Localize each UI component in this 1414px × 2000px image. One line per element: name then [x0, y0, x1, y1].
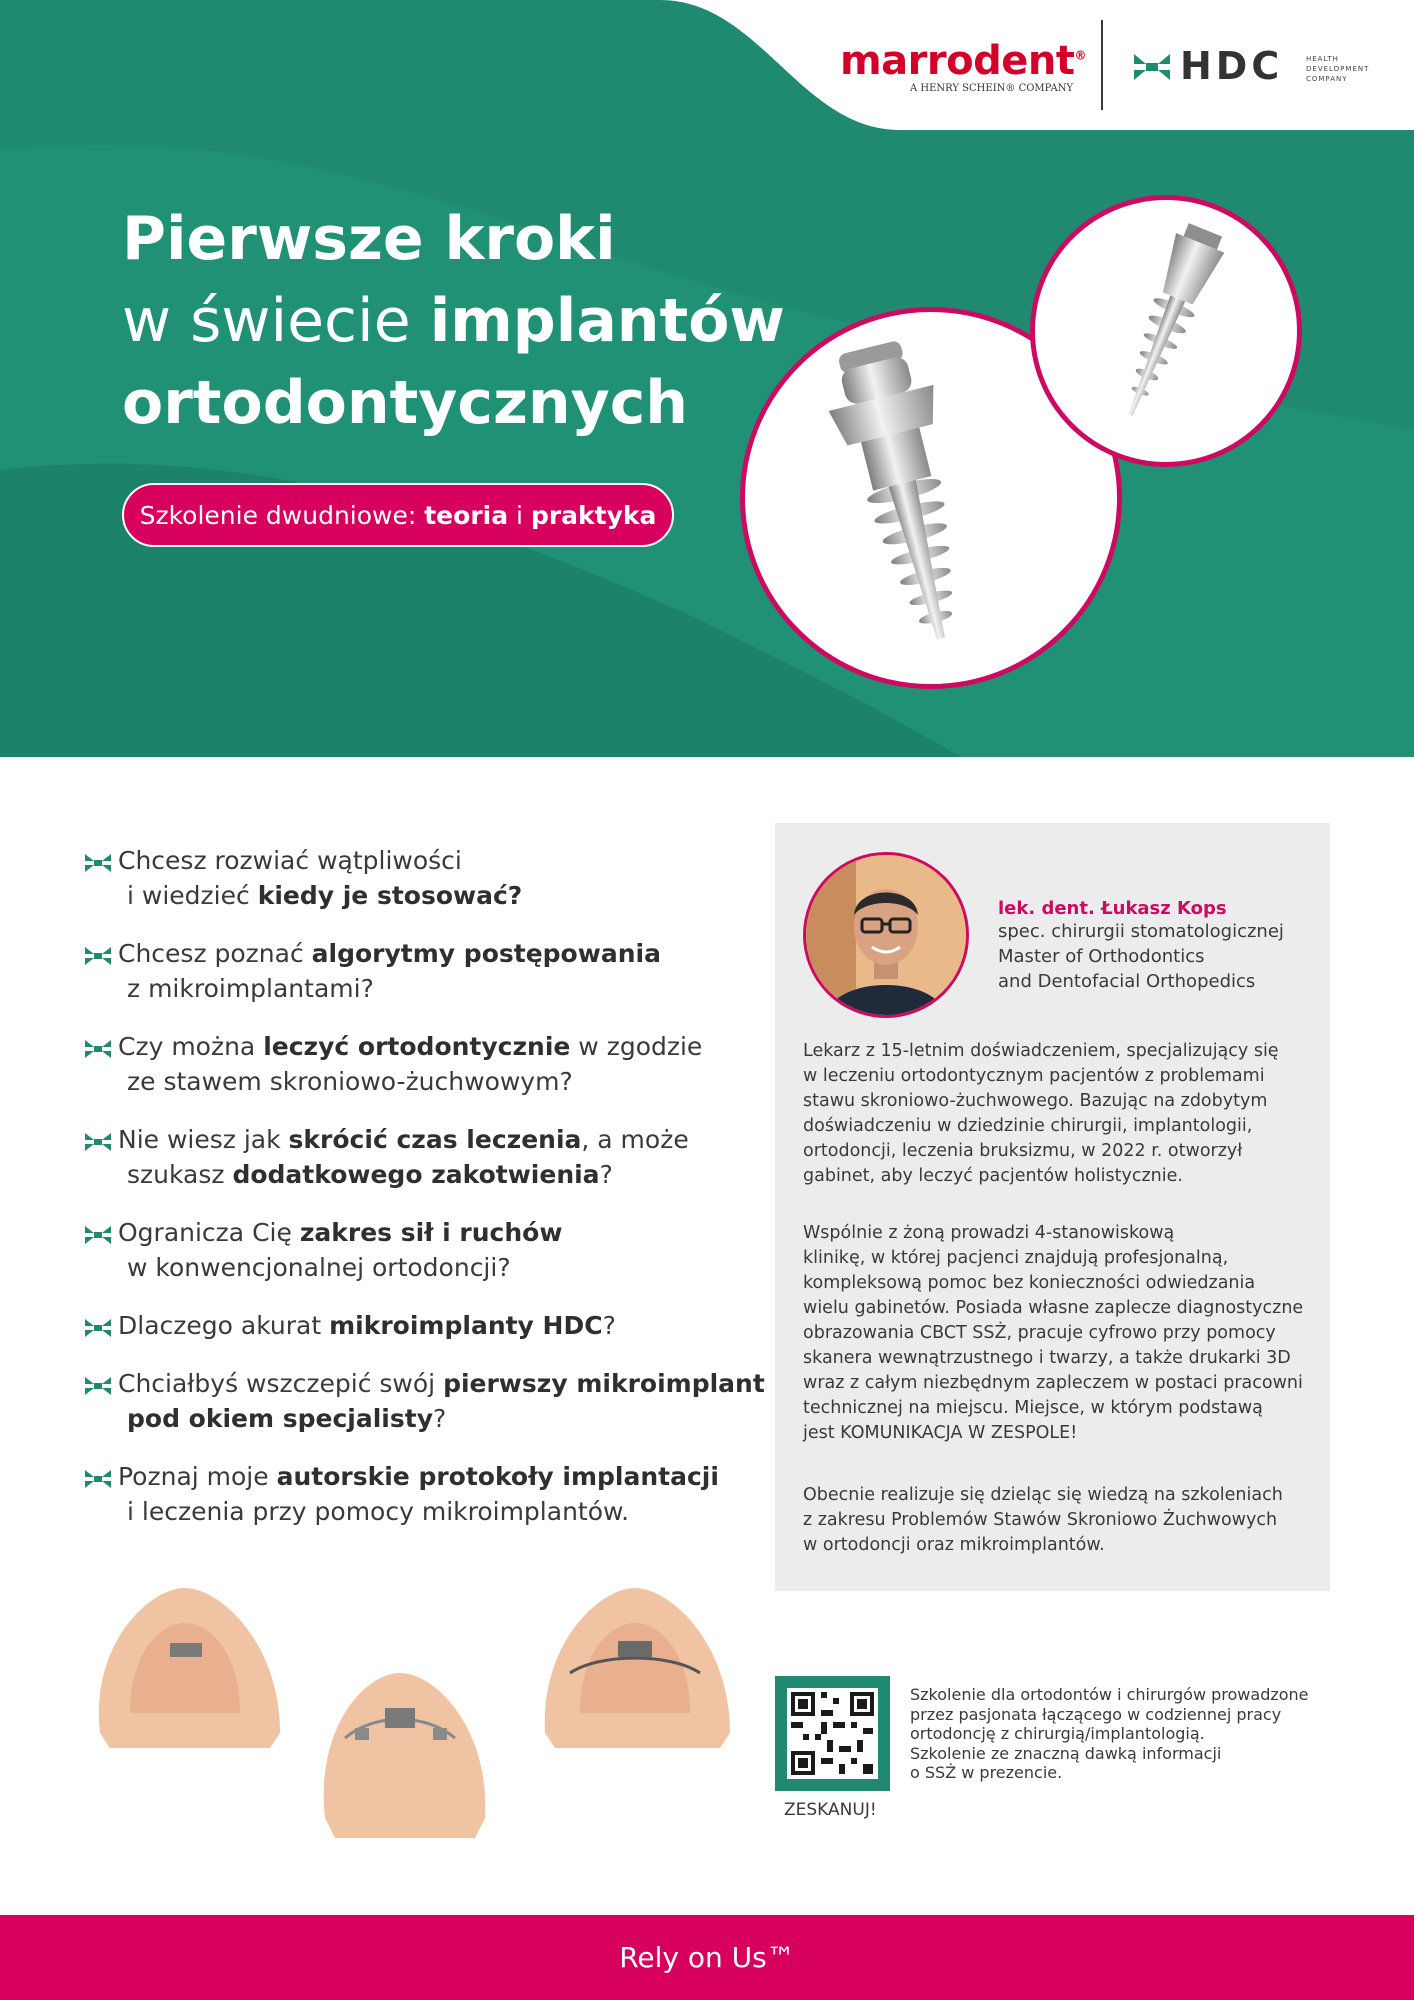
speaker-name: lek. dent. Łukasz Kops: [998, 898, 1227, 919]
question-line: w konwencjonalnej ortodoncji?: [127, 1253, 511, 1282]
implant-photo-small: [1030, 195, 1302, 467]
text-line: wielu gabinetów. Posiada własne zaplecze diagnostyczne: [803, 1298, 1304, 1318]
question-item: [84, 1029, 744, 1099]
text-line: obrazowania CBCT SSŻ, pracuje cyfrowo przy pomocy: [803, 1323, 1276, 1343]
speaker-bio-paragraph-3: [803, 1483, 1313, 1558]
footer-bar: [0, 1915, 1414, 2000]
speaker-title: spec. chirurgii stomatologicznej Master of Orthodontics and Dentofacial Orthopedics: [998, 921, 1284, 992]
hdc-bullet-icon: [84, 1376, 112, 1396]
question-line: z mikroimplantami?: [127, 974, 374, 1003]
question-line: Nie wiesz jak skrócić czas leczenia, a może: [118, 1125, 689, 1154]
course-type-badge: Szkolenie dwudniowe: teoria i praktyka: [122, 483, 674, 547]
mini-implant-icon: [1035, 200, 1297, 462]
question-line: i wiedzieć kiedy je stosować?: [127, 881, 523, 910]
question-line: Poznaj moje autorskie protokoły implantacji: [118, 1462, 719, 1491]
hdc-bullet-icon: [84, 946, 112, 966]
question-line: ze stawem skroniowo-żuchwowym?: [127, 1067, 573, 1096]
text-line: wraz z całym niezbędnym zapleczem w postaci pracowni: [803, 1373, 1303, 1393]
qr-scan-label: ZESKANUJ!: [784, 1800, 877, 1820]
hdc-bullet-icon: [84, 1039, 112, 1059]
text-line: Lekarz z 15-letnim doświadczeniem, specjalizujący się: [803, 1041, 1279, 1061]
text-line: ortodoncji, leczenia bruksizmu, w 2022 r. otworzył: [803, 1141, 1243, 1161]
question-line: Chcesz rozwiać wątpliwości: [118, 846, 462, 875]
question-line: Czy można leczyć ortodontycznie w zgodzie: [118, 1032, 703, 1061]
text-line: w ortodoncji oraz mikroimplantów.: [803, 1535, 1105, 1555]
text-line: Wspólnie z żoną prowadzi 4-stanowiskową: [803, 1223, 1175, 1243]
marrodent-logo: marrodent®: [840, 38, 1086, 84]
question-line: Chcesz poznać algorytmy postępowania: [118, 939, 661, 968]
question-line: pod okiem specjalisty?: [127, 1404, 447, 1433]
hdc-bullet-icon: [84, 1318, 112, 1338]
text-line: w leczeniu ortodontycznym pacjentów z problemami: [803, 1066, 1265, 1086]
question-item: [84, 936, 744, 1006]
qr-code[interactable]: [775, 1676, 890, 1791]
question-item: [84, 1122, 744, 1192]
text-line: technicznej na miejscu. Miejsce, w którym podstawą: [803, 1398, 1263, 1418]
speaker-portrait-icon: [806, 855, 966, 1015]
question-item: [84, 1459, 744, 1529]
qr-code-icon: [775, 1676, 890, 1791]
question-line: i leczenia przy pomocy mikroimplantów.: [127, 1497, 630, 1526]
question-line: Dlaczego akurat mikroimplanty HDC?: [118, 1311, 616, 1340]
marrodent-logo-subtitle: A HENRY SCHEIN® COMPANY: [910, 83, 1074, 94]
hero-banner: [0, 0, 1414, 757]
text-line: klinikę, w której pacjenci znajdują profesjonalną,: [803, 1248, 1229, 1268]
dental-model-icon: [324, 1673, 486, 1838]
hdc-bullet-icon: [84, 853, 112, 873]
text-line: doświadczeniu w dziedzinie chirurgii, implantologii,: [803, 1116, 1253, 1136]
hdc-bullet-icon: [84, 1469, 112, 1489]
question-line: Ogranicza Cię zakres sił i ruchów: [118, 1218, 563, 1247]
text-line: skanera wewnątrzustnego i twarzy, a także drukarki 3D: [803, 1348, 1291, 1368]
question-line: Chciałbyś wszczepić swój pierwszy mikroimplant: [118, 1369, 765, 1398]
text-line: stawu skroniowo-żuchwowego. Bazując na zdobytym: [803, 1091, 1268, 1111]
text-line: o SSŻ w prezencie.: [910, 1763, 1063, 1782]
logo-divider: [1101, 20, 1103, 110]
question-list: [84, 843, 765, 1552]
hero-headline: Pierwsze kroki w świecie implantów ortodontycznych: [122, 204, 785, 438]
dental-model-icon: [545, 1588, 730, 1748]
question-item: [84, 843, 744, 913]
text-line: ortodoncję z chirurgią/implantologią.: [910, 1724, 1205, 1743]
hdc-logo: HDC: [1180, 44, 1284, 88]
course-description: [910, 1685, 1330, 1783]
question-item: [84, 1308, 744, 1343]
text-line: Szkolenie ze znaczną dawką informacji: [910, 1743, 1222, 1763]
hdc-bullet-icon: [84, 1225, 112, 1245]
speaker-photo: [803, 852, 969, 1018]
footer-slogan: Rely on Us™: [619, 1941, 795, 1974]
question-line: szukasz dodatkowego zakotwienia?: [127, 1160, 613, 1189]
hdc-logo-tagline: HEALTH DEVELOPMENT COMPANY: [1306, 55, 1370, 83]
text-line: z zakresu Problemów Stawów Skroniowo Żuchwowych: [803, 1510, 1278, 1530]
hdc-logo-icon: [1132, 52, 1172, 82]
text-line: jest KOMUNIKACJA W ZESPOLE!: [803, 1423, 1078, 1443]
question-item: [84, 1215, 744, 1285]
speaker-bio-paragraph-2: [803, 1221, 1313, 1446]
dental-models-illustration: [90, 1583, 750, 1843]
text-line: Obecnie realizuje się dzieląc się wiedzą na szkoleniach: [803, 1485, 1283, 1505]
hdc-bullet-icon: [84, 1132, 112, 1152]
dental-model-icon: [99, 1588, 280, 1748]
text-line: przez pasjonata łączącego w codziennej pracy: [910, 1704, 1282, 1724]
question-item: [84, 1366, 765, 1436]
text-line: Szkolenie dla ortodontów i chirurgów prowadzone: [910, 1685, 1309, 1704]
text-line: kompleksową pomoc bez konieczności odwiedzania: [803, 1273, 1256, 1293]
text-line: gabinet, aby leczyć pacjentów holistycznie.: [803, 1166, 1183, 1186]
speaker-bio-paragraph-1: [803, 1039, 1313, 1189]
